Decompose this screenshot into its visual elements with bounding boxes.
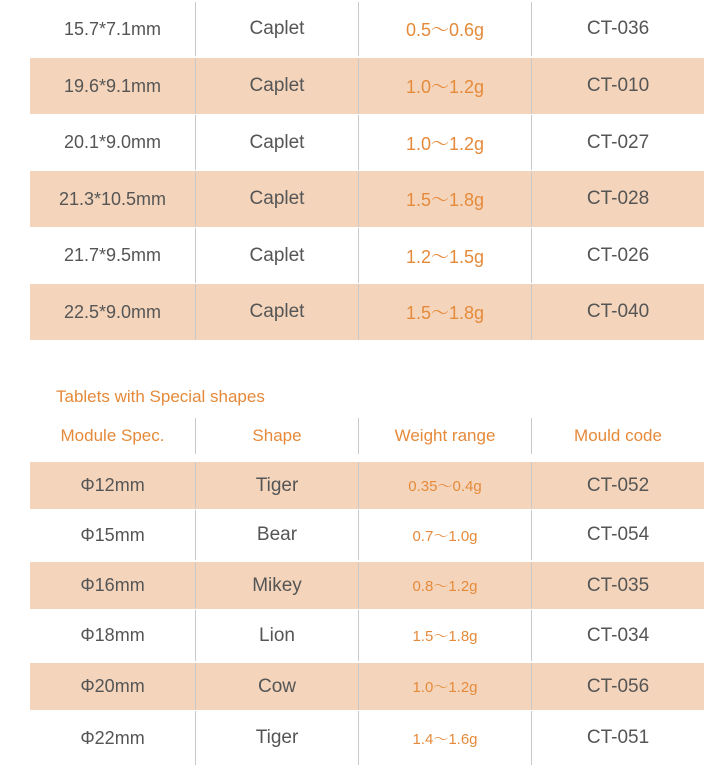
module-spec-cell: Φ16mm [80, 575, 145, 595]
mould-code-cell: CT-036 [531, 2, 704, 56]
weight-range-cell: 1.0～1.2g [358, 115, 531, 170]
shape-cell: Caplet [195, 171, 358, 227]
mould-code-cell: CT-027 [531, 115, 704, 170]
mould-code-cell: CT-034 [531, 610, 704, 661]
table-row [30, 228, 704, 283]
weight-range-cell: 1.0～1.2g [358, 663, 531, 710]
table-row [30, 562, 704, 609]
shape-cell: Caplet [195, 58, 358, 114]
mould-code-cell: CT-052 [531, 462, 704, 509]
table-row [30, 610, 704, 661]
module-spec-cell: 20.1*9.0mm [63, 132, 162, 152]
module-spec-cell: Φ22mm [80, 727, 145, 748]
mould-code-cell: CT-056 [531, 663, 704, 710]
table-row [30, 284, 704, 340]
mould-code-cell: CT-051 [531, 711, 704, 765]
shape-cell: Mikey [195, 562, 358, 609]
shape-cell: Caplet [195, 284, 358, 340]
module-spec-cell: 21.3*10.5mm [58, 188, 167, 209]
table-header [30, 418, 704, 454]
header-mould-code: Mould code [531, 418, 704, 454]
header-weight-range: Weight range [358, 418, 531, 454]
mould-code-cell: CT-010 [531, 58, 704, 114]
weight-range-cell: 1.4～1.6g [358, 711, 531, 765]
shape-cell: Tiger [195, 462, 358, 509]
weight-range-cell: 0.8～1.2g [358, 562, 531, 609]
weight-range-cell: 0.7～1.0g [358, 510, 531, 560]
module-spec-cell: Φ20mm [80, 676, 145, 696]
weight-range-cell: 1.0～1.2g [358, 58, 531, 114]
module-spec-cell: Φ15mm [80, 524, 145, 545]
table-row [30, 711, 704, 765]
header-shape: Shape [195, 418, 358, 454]
module-spec-cell: Φ12mm [80, 475, 145, 495]
table-row [30, 663, 704, 710]
shape-cell: Caplet [195, 115, 358, 170]
mould-code-cell: CT-040 [531, 284, 704, 340]
module-spec-cell: 19.6*9.1mm [63, 75, 162, 96]
section-title: Tablets with Special shapes [56, 387, 265, 406]
mould-code-cell: CT-028 [531, 171, 704, 227]
shape-cell: Caplet [195, 2, 358, 56]
table-row [30, 171, 704, 227]
weight-range-cell: 0.35～0.4g [358, 462, 531, 509]
module-spec-cell: Φ18mm [80, 625, 145, 645]
module-spec-cell: 22.5*9.0mm [63, 301, 162, 322]
weight-range-cell: 1.5～1.8g [358, 171, 531, 227]
table-row [30, 510, 704, 560]
shape-cell: Lion [195, 610, 358, 661]
table-row [30, 2, 704, 56]
weight-range-cell: 1.5～1.8g [358, 610, 531, 661]
module-spec-cell: 15.7*7.1mm [63, 18, 162, 39]
table-row [30, 462, 704, 509]
shape-cell: Caplet [195, 228, 358, 283]
mould-code-cell: CT-035 [531, 562, 704, 609]
mould-code-cell: CT-054 [531, 510, 704, 560]
table-row [30, 58, 704, 114]
shape-cell: Bear [195, 510, 358, 560]
module-spec-cell: 21.7*9.5mm [63, 245, 162, 265]
header-module-spec: Module Spec. [60, 426, 165, 445]
weight-range-cell: 0.5～0.6g [358, 2, 531, 56]
mould-code-cell: CT-026 [531, 228, 704, 283]
weight-range-cell: 1.5～1.8g [358, 284, 531, 340]
table-row [30, 115, 704, 170]
shape-cell: Cow [195, 663, 358, 710]
weight-range-cell: 1.2～1.5g [358, 228, 531, 283]
shape-cell: Tiger [195, 711, 358, 765]
